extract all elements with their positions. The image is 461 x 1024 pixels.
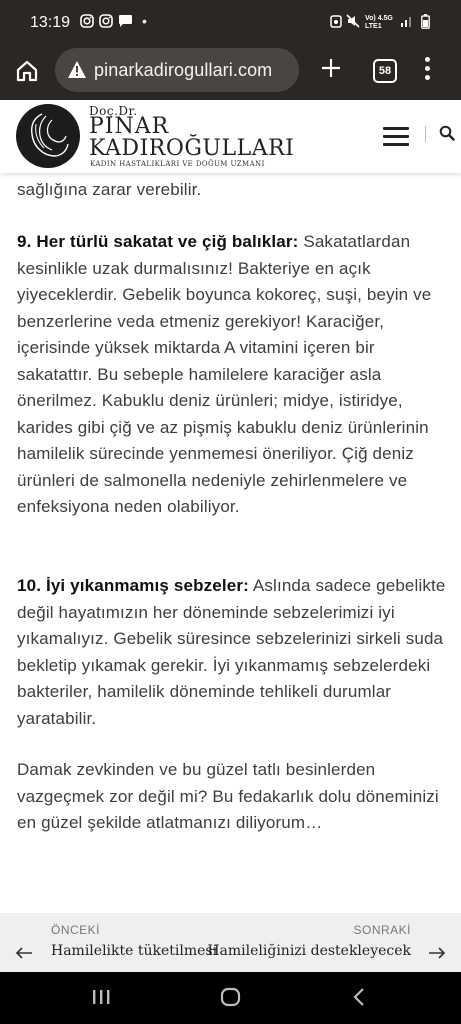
signal-icon — [400, 14, 414, 31]
item-9-title: 9. Her türlü sakatat ve çiğ balıklar: — [17, 232, 299, 251]
mute-icon — [346, 14, 360, 31]
web-page[interactable] — [0, 100, 461, 972]
new-tab-button[interactable] — [320, 56, 342, 84]
site-header — [0, 100, 461, 173]
home-circle-icon — [220, 986, 242, 1008]
home-icon — [14, 58, 40, 84]
address-bar[interactable] — [55, 48, 299, 92]
woman-silhouette-icon — [16, 104, 80, 168]
tab-switcher-button[interactable]: 58 — [373, 59, 397, 83]
browser-menu-button[interactable] — [425, 57, 431, 84]
dot-icon: • — [142, 13, 147, 29]
hamburger-menu-button[interactable] — [383, 127, 409, 151]
back-nav-button[interactable] — [352, 986, 366, 1013]
prev-post-link[interactable]: Hamilelikte tüketilmesi — [51, 943, 218, 959]
brand-first-name: PINAR — [89, 114, 170, 139]
back-chevron-icon — [352, 986, 366, 1008]
item-10-text: Aslında sadece gebelikte değil hayatımızın her döneminde sebzelerimizi iyi yıkamalıyız. Gebelik süresince sebzelerinizi sirkeli suda bekletip yıkamak gerekir. İyi yıkanmamış sebzelerdeki bakteriler, hamilelik döneminde tehlikeli durumlar yaratabilir. — [17, 576, 446, 728]
list-item-10 — [17, 573, 449, 732]
instagram-icon — [99, 14, 113, 31]
search-icon — [439, 125, 455, 141]
hamburger-icon — [383, 127, 409, 130]
brand-last-name: KADIROĞULLARI — [89, 136, 295, 161]
next-post-link[interactable]: Hamileliğinizi destekleyecek — [207, 943, 411, 959]
list-item-9 — [17, 229, 449, 521]
status-time: 13:19 — [30, 14, 71, 31]
site-logo[interactable] — [16, 104, 80, 168]
plus-icon — [320, 57, 342, 79]
status-bar — [0, 0, 461, 46]
alarm-icon — [330, 14, 342, 31]
home-button[interactable] — [14, 58, 42, 86]
battery-icon — [421, 14, 430, 32]
closing-paragraph: Damak zevkinden ve bu güzel tatlı besinlerden vazgeçmek zor değil mi? Bu fedakarlık dolu döneminizi en güzel şekilde atlatmanızı diliyorum… — [17, 760, 439, 832]
item-10-title: 10. İyi yıkanmamış sebzeler: — [17, 576, 249, 595]
prev-post-label: ÖNCEKİ — [51, 923, 101, 937]
brand-title-prefix: Doç.Dr. — [89, 104, 138, 118]
url-text: pinarkadirogullari.com — [94, 60, 273, 80]
next-post-label: SONRAKİ — [353, 923, 411, 937]
chat-icon — [118, 14, 133, 31]
brand-tagline: KADIN HASTALIKLARI VE DOĞUM UZMANI — [90, 160, 265, 168]
item-9-text: Sakatatlardan kesinlikle uzak durmalısınız! Bakteriye en açık yiyeceklerdir. Gebelik boyunca kokoreç, suşi, beyin ve benzerlerine veda etmeniz gerekiyor! Karaciğer, içerisinde yüksek miktarda A vitamini içeren bir sakatattır. Bu sebeple hamilelere karaciğer asla önerilmez. Kabuklu deniz ürünleri; midye, istiridye, karides gibi çiğ ve az pişmiş kabuklu deniz ürünlerinin hamilelik sürecinde yenmemesi öneriliyor. Çiğ deniz ürünleri de salmonella nedeniyle zehirlenmelere ve enfeksiyona neden olabiliyor. — [17, 232, 432, 516]
post-navigation — [0, 913, 461, 972]
not-secure-warning-icon[interactable] — [67, 60, 87, 84]
system-nav-bar — [0, 972, 461, 1024]
recent-apps-icon — [92, 986, 110, 1008]
home-nav-button[interactable] — [220, 986, 242, 1013]
instagram-icon — [80, 14, 94, 31]
header-divider — [425, 126, 426, 142]
browser-toolbar — [0, 46, 461, 100]
more-dots-icon — [425, 57, 430, 62]
next-arrow-icon[interactable] — [428, 943, 446, 966]
network-label: Vo) 4.5G LTE1 — [365, 15, 393, 30]
recent-apps-button[interactable] — [92, 986, 110, 1013]
prev-arrow-icon[interactable] — [15, 943, 33, 966]
intro-tail: sağlığına zarar verebilir. — [17, 180, 202, 199]
site-search-button[interactable] — [439, 125, 455, 146]
